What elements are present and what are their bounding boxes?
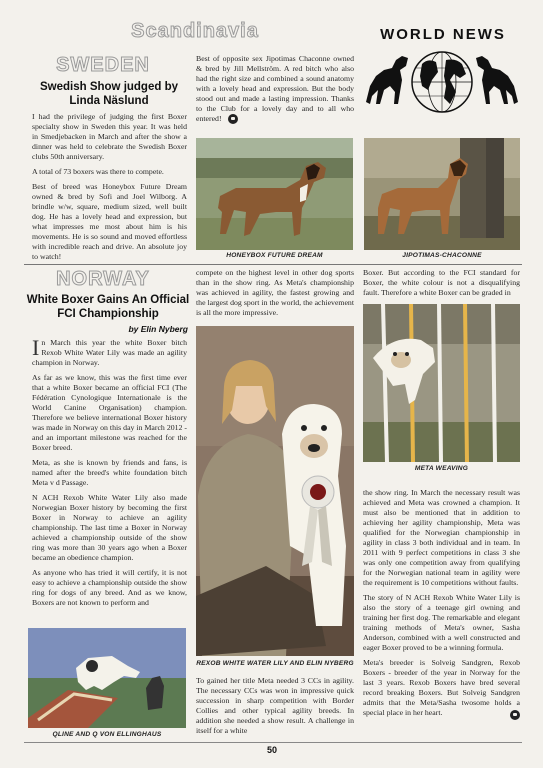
dropcap: I [32, 335, 40, 360]
paragraph-text: Meta's breeder is Solveig Sandgren, Rexob Boxers - breeder of the year in Norway for the last 3 years. Rexob Boxers have bred several record breaking Boxers. But Solveig Sandgren admits that the Meta/Sasha twosome holds a special place in her heart. [363, 658, 520, 717]
norway-article-col2-bottom [196, 676, 354, 736]
footer-rule [24, 742, 522, 743]
norway-article-col2-top [196, 268, 354, 318]
paragraph: N ACH Rexob White Water Lily also made Norwegian Boxer history by becoming the first Boxer in Norway to achieve an agility championship. The last time a Boxer in Norway achieved a championship outside of the show ring was more than 30 years ago when a Boxer became an obedience champion. [32, 493, 187, 562]
sweden-article [32, 112, 187, 267]
paragraph: As anyone who has tried it will certify, it is not easy to achieve a championship outside the show ring for dogs of any breed. And as we know, Boxers are not known to perform and [32, 568, 187, 607]
paragraph: As far as we know, this was the first time ever that a white Boxer became an official FCI (The Fédération Cynologique Internationale is the World Canine Organisation) champion. Therefore we believe international Boxer history was made in Norway on this day in March 2012 - and an important milestone was reached for the Boxer breed. [32, 373, 187, 452]
norway-country-title: NORWAY [56, 268, 150, 290]
paragraph: Best of breed was Honeybox Future Dream owned & bred by Sofi and Joel Wilborg. A brindle w/w, square, medium sized, well built dog. He has a lovely head and expression, but what impresses me most about him is his movements. He is so sound and moved effortless with incredible reach and drive. An absolute joy to watch! [32, 182, 187, 261]
paragraph: The story of N ACH Rexob White Water Lily is also the story of a teenage girl owning and training her first dog. The remarkable and elegant training methods of Meta's owner, Sasha Anderson, combined with a well constructed and eager Boxer proved to be a winning formula. [363, 593, 520, 652]
paragraph: To gained her title Meta needed 3 CCs in agility. The necessary CCs was won in impressive quick succession in sharp competition with Border Collies and other typical agility breeds. In addition she needed a show result. A challenge in itself for a white [196, 676, 354, 735]
sweden-article-continued [196, 54, 354, 124]
caption-jipotimas: JIPOTIMAS-CHACONNE [402, 252, 482, 259]
norway-article-col1 [32, 335, 187, 613]
sweden-country-title: SWEDEN [56, 54, 150, 76]
caption-qline: QLINE AND Q VON ELLINGHAUS [52, 731, 162, 738]
sweden-headline: Swedish Show judged by Linda Näslund [39, 81, 178, 107]
end-of-article-icon [510, 710, 520, 720]
paragraph: I had the privilege of judging the first Boxer specialty show in Sweden this year. It was held in Smedjebacken in March and after the show a dinner was held to celebrate the Swedish Boxer clubs 50th anniversary. [32, 112, 187, 161]
paragraph: A total of 73 boxers was there to compete. [32, 167, 164, 176]
paragraph-text: n March this year the white Boxer bitch Rexob White Water Lily was made an agility champion in Norway. [32, 338, 187, 367]
paragraph: the show ring. In March the necessary result was achieved and Meta was crowned a champion. It must also be mentioned that in addition to achieving her agility championship, Meta was qualified for the Norwegian championship in agility in class 3 both individual and in team. In 2011 with 9 perfect competitions in class 3 she was only one competition away from qualifying for the Norwegian national team in agility were the requirement is 10 competitions without faults. [363, 488, 520, 587]
photo-honeybox-future-dream [196, 138, 353, 250]
caption-meta-and-elin: REXOB WHITE WATER LILY AND ELIN NYBERG [196, 660, 354, 667]
norway-headline: White Boxer Gains An Official FCI Championship [26, 294, 190, 320]
norway-article-col3 [363, 488, 520, 720]
caption-honeybox: HONEYBOX FUTURE DREAM [226, 252, 323, 259]
photo-jipotimas-chaconne [364, 138, 520, 250]
globe-with-boxers-logo [362, 46, 522, 118]
photo-meta-weaving [363, 304, 520, 462]
section-title: Scandinavia [131, 20, 259, 42]
section-divider [24, 264, 522, 265]
paragraph [32, 335, 187, 368]
paragraph: compete on the highest level in other dog sports than in the show ring. As Meta's championship was achieved in agility, the fastest growing and the largest dog sport in the world, the achievement is all the more impressive. [196, 268, 354, 317]
page-number: 50 [266, 745, 277, 755]
photo-qline-and-q [28, 628, 186, 728]
photo-meta-and-elin [196, 326, 354, 656]
paragraph: Meta, as she is known by friends and fans, is named after the breed's white foundation bitch Meta v d Passage. [32, 458, 187, 487]
norway-article-col3-top [363, 268, 520, 298]
paragraph: Boxer. But according to the FCI standard for Boxer, the white colour is not a disqualifying fault. Therefore a white Boxer can be graded in [363, 268, 520, 297]
caption-meta-weaving: META WEAVING [414, 465, 469, 472]
paragraph [363, 658, 520, 718]
end-of-article-icon [228, 114, 238, 124]
paragraph: Best of opposite sex Jipotimas Chaconne owned & bred by Jill Mellström. A red bitch who also had the right size and combined a sound anatomy with a lovely head and expression. But the body stood out and made a lasting impression. Thanks to the Club for a lovely day and to all who entered! [196, 54, 354, 123]
world-news-title: WORLD NEWS [380, 26, 506, 43]
norway-byline: by Elin Nyberg [128, 324, 188, 334]
